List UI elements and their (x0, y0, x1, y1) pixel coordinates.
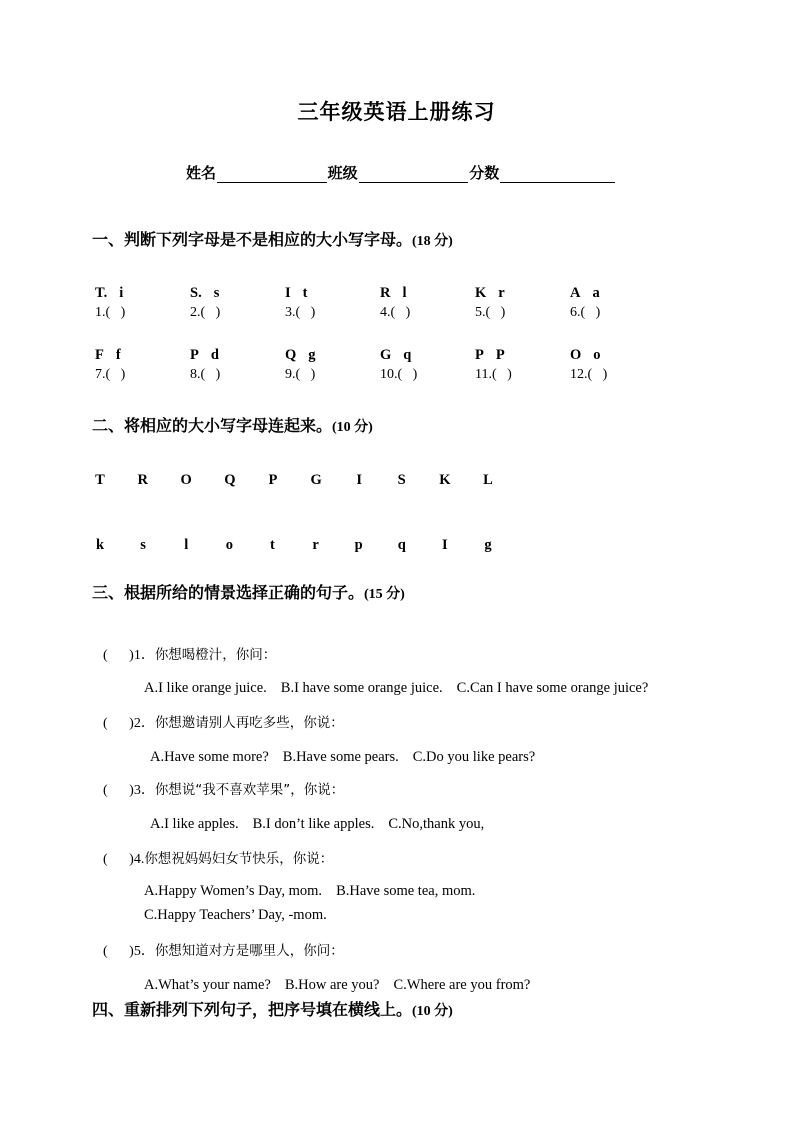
mc-question (0, 843, 793, 927)
answer-paren-close: ) (215, 305, 221, 320)
uppercase-letter[interactable]: S (397, 472, 406, 488)
answer-paren-close: ) (215, 367, 221, 382)
uppercase-letter: O (570, 347, 582, 363)
letter-pair-cell (190, 284, 285, 323)
uppercase-letter: K (475, 285, 487, 301)
section-1-heading (92, 229, 453, 253)
mc-answer-bracket-close: ) (129, 783, 134, 798)
uppercase-letter[interactable]: K (439, 472, 451, 488)
answer-paren-close: ) (412, 367, 418, 382)
mc-question-stem (103, 935, 793, 968)
answer-number: 7.( (95, 367, 111, 382)
mc-option[interactable]: B.I have some orange juice. (280, 680, 443, 696)
mc-option[interactable]: A.What’s your name? (144, 977, 271, 993)
answer-blank[interactable] (380, 303, 475, 323)
answer-blank[interactable] (285, 365, 380, 385)
uppercase-letter: G (380, 347, 392, 363)
letter-pair-row-1 (95, 284, 665, 323)
mc-question-text: 你想知道对方是哪里人，你问： (154, 943, 344, 959)
answer-paren-close: ) (310, 305, 316, 320)
letter-pair-row-2 (95, 346, 665, 385)
lowercase-letter: l (402, 285, 407, 301)
mc-question-number: 1． (133, 648, 155, 663)
mc-options (144, 972, 793, 998)
answer-blank[interactable] (95, 303, 190, 323)
lowercase-letter[interactable]: I (442, 537, 448, 553)
lowercase-letter[interactable]: s (140, 537, 146, 553)
answer-blank[interactable] (475, 365, 570, 385)
mc-answer-bracket-close: ) (129, 648, 134, 663)
mc-option-line (144, 879, 793, 903)
answer-number: 4.( (380, 305, 396, 320)
score-blank[interactable] (500, 165, 615, 183)
lowercase-letter: o (593, 347, 601, 363)
lowercase-letter: s (213, 285, 220, 301)
section-4-heading (92, 999, 453, 1023)
lowercase-letter: r (498, 285, 505, 301)
answer-number: 1.( (95, 305, 111, 320)
uppercase-letter[interactable]: L (483, 472, 493, 488)
answer-number: 11.( (475, 367, 497, 382)
letter-pair-cell (95, 346, 190, 385)
lowercase-letter[interactable]: g (484, 537, 492, 553)
letter-pair-letters (95, 284, 190, 303)
section-3-heading (92, 582, 405, 606)
lowercase-letter: d (210, 347, 219, 363)
mc-option-line (150, 811, 793, 837)
mc-question-number: 4. (133, 852, 145, 867)
uppercase-letter: P (190, 347, 199, 363)
multiple-choice-list (0, 640, 793, 998)
answer-number: 10.( (380, 367, 403, 382)
answer-blank[interactable] (570, 365, 665, 385)
lowercase-letter[interactable]: q (397, 537, 406, 553)
section-3-heading-text: 三、根据所给的情景选择正确的句子。 (92, 583, 365, 602)
answer-blank[interactable] (570, 303, 665, 323)
uppercase-letter: A (570, 285, 581, 301)
lowercase-letter: i (119, 285, 124, 301)
mc-option[interactable]: B.How are you? (284, 977, 380, 993)
answer-blank[interactable] (380, 365, 475, 385)
uppercase-letter[interactable]: Q (224, 472, 236, 488)
mc-answer-bracket-close: ) (129, 852, 134, 867)
mc-answer-bracket-close: ) (129, 944, 134, 959)
section-4-points: (10 分) (412, 1004, 453, 1019)
letter-pair-letters (285, 284, 380, 303)
mc-answer-bracket-open[interactable]: ( (103, 783, 108, 798)
mc-option[interactable]: C.No,thank you, (388, 816, 485, 832)
answer-paren-close: ) (595, 305, 601, 320)
answer-blank[interactable] (475, 303, 570, 323)
lowercase-letter[interactable]: t (270, 537, 275, 553)
uppercase-letter: P (475, 347, 484, 363)
letter-pair-cell (190, 346, 285, 385)
answer-number: 12.( (570, 367, 593, 382)
lowercase-letter[interactable]: r (312, 537, 319, 553)
mc-question (0, 935, 793, 998)
uppercase-letter[interactable]: I (356, 472, 363, 488)
mc-question-stem (103, 843, 793, 876)
letter-pair-letters (190, 346, 285, 365)
section-1-heading-text: 一、判断下列字母是不是相应的大小写字母。 (92, 230, 413, 249)
mc-answer-bracket-open[interactable]: ( (103, 852, 108, 867)
answer-number: 3.( (285, 305, 301, 320)
lowercase-letter[interactable]: p (354, 537, 363, 553)
mc-option[interactable]: C.Can I have some orange juice? (456, 680, 649, 696)
uppercase-letter: Q (285, 347, 297, 363)
section-2-points: (10 分) (332, 420, 373, 435)
uppercase-letter: I (285, 285, 291, 301)
letter-pair-letters (380, 346, 475, 365)
page-title: 三年级英语上册练习 (297, 100, 496, 124)
section-4-heading-text: 四、重新排列下列句子，把序号填在横线上。 (92, 1000, 413, 1019)
lowercase-letter: q (403, 347, 412, 363)
mc-question-text: 你想说“我不喜欢苹果”，你说： (154, 782, 345, 798)
answer-blank[interactable] (95, 365, 190, 385)
uppercase-letter: F (95, 347, 104, 363)
mc-options (150, 744, 793, 770)
letter-pair-cell (95, 284, 190, 323)
letter-pair-cell (380, 284, 475, 323)
mc-option[interactable]: A.Happy Women’s Day, mom. (144, 883, 323, 899)
answer-number: 2.( (190, 305, 206, 320)
letter-pair-cell (285, 284, 380, 323)
letter-pair-cell (380, 346, 475, 385)
lowercase-letter[interactable]: k (95, 537, 105, 553)
mc-answer-bracket-open[interactable]: ( (103, 716, 108, 731)
mc-option[interactable]: C.Where are you from? (393, 977, 531, 993)
mc-option-line (150, 744, 793, 770)
section-1-points: (18 分) (412, 234, 453, 249)
class-label: 班级 (327, 164, 358, 182)
uppercase-letter[interactable]: P (268, 472, 278, 488)
uppercase-letter-row (95, 470, 493, 490)
uppercase-letter: T. (95, 285, 108, 301)
letter-pair-cell (570, 346, 665, 385)
mc-option[interactable]: B.Have some tea, mom. (336, 883, 476, 899)
mc-option[interactable]: A.I like apples. (150, 816, 239, 832)
mc-options (144, 675, 793, 701)
uppercase-letter: S. (190, 285, 202, 301)
mc-question-text: 你想祝妈妈妇女节快乐，你说： (144, 851, 334, 867)
answer-paren-close: ) (405, 305, 411, 320)
mc-question-text: 你想邀请别人再吃多些，你说： (154, 715, 344, 731)
uppercase-letter: R (380, 285, 391, 301)
lowercase-letter: g (308, 347, 316, 363)
student-info-line (186, 163, 616, 183)
uppercase-letter[interactable]: G (310, 472, 322, 488)
lowercase-letter-row (95, 535, 493, 555)
answer-blank[interactable] (190, 365, 285, 385)
letter-pair-letters (380, 284, 475, 303)
score-label: 分数 (469, 164, 500, 182)
class-blank[interactable] (359, 165, 469, 183)
letter-pair-letters (285, 346, 380, 365)
letter-pair-letters (475, 346, 570, 365)
letter-pair-cell (285, 346, 380, 385)
mc-question-number: 2． (133, 716, 155, 731)
mc-answer-bracket-open[interactable]: ( (103, 944, 108, 959)
letter-pair-letters (475, 284, 570, 303)
mc-option[interactable]: C.Happy Teachers’ Day, -mom. (144, 907, 327, 923)
answer-number: 8.( (190, 367, 206, 382)
uppercase-letter[interactable]: O (180, 472, 192, 488)
section-2-heading-text: 二、将相应的大小写字母连起来。 (92, 416, 333, 435)
letter-pair-letters (95, 346, 190, 365)
letter-pair-cell (475, 284, 570, 323)
lowercase-letter: f (115, 347, 121, 363)
answer-number: 5.( (475, 305, 491, 320)
uppercase-letter[interactable]: R (137, 472, 148, 488)
mc-answer-bracket-close: ) (129, 716, 134, 731)
mc-question (0, 774, 793, 837)
lowercase-letter: P (495, 347, 505, 363)
mc-question (0, 640, 793, 701)
letter-pair-letters (190, 284, 285, 303)
answer-paren-close: ) (507, 367, 512, 382)
mc-question-stem (103, 640, 793, 671)
mc-question-text: 你想喝橙汁，你问： (154, 647, 277, 663)
lowercase-letter: a (592, 285, 600, 301)
answer-paren-close: ) (120, 305, 126, 320)
lowercase-letter[interactable]: o (225, 537, 233, 553)
answer-paren-close: ) (310, 367, 316, 382)
mc-question (0, 707, 793, 770)
lowercase-letter[interactable]: l (184, 537, 189, 553)
letter-pair-letters (570, 284, 665, 303)
mc-answer-bracket-open[interactable]: ( (103, 648, 108, 663)
letter-pair-cell (475, 346, 570, 385)
answer-number: 6.( (570, 305, 586, 320)
answer-paren-close: ) (602, 367, 608, 382)
mc-option-line (144, 972, 793, 998)
mc-option[interactable]: A.Have some more? (150, 749, 269, 765)
answer-blank[interactable] (190, 303, 285, 323)
section-2-heading (92, 415, 373, 439)
section-3-points: (15 分) (364, 587, 405, 602)
mc-question-stem (103, 774, 793, 807)
name-blank[interactable] (217, 165, 327, 183)
letter-pair-cell (570, 284, 665, 323)
uppercase-letter[interactable]: T (95, 472, 105, 488)
mc-question-stem (103, 707, 793, 740)
answer-paren-close: ) (500, 305, 506, 320)
answer-paren-close: ) (120, 367, 126, 382)
lowercase-letter: t (302, 285, 308, 301)
mc-option[interactable]: B.Have some pears. (282, 749, 399, 765)
name-label: 姓名 (186, 164, 217, 182)
mc-option[interactable]: A.I like orange juice. (144, 680, 267, 696)
mc-question-number: 3． (133, 783, 155, 798)
mc-options (144, 879, 793, 927)
mc-options (150, 811, 793, 837)
mc-option[interactable]: C.Do you like pears? (412, 749, 536, 765)
answer-number: 9.( (285, 367, 301, 382)
mc-question-number: 5． (133, 944, 155, 959)
answer-blank[interactable] (285, 303, 380, 323)
mc-option-line (144, 903, 793, 927)
mc-option-line (144, 675, 793, 701)
mc-option[interactable]: B.I don’t like apples. (252, 816, 375, 832)
letter-pair-letters (570, 346, 665, 365)
